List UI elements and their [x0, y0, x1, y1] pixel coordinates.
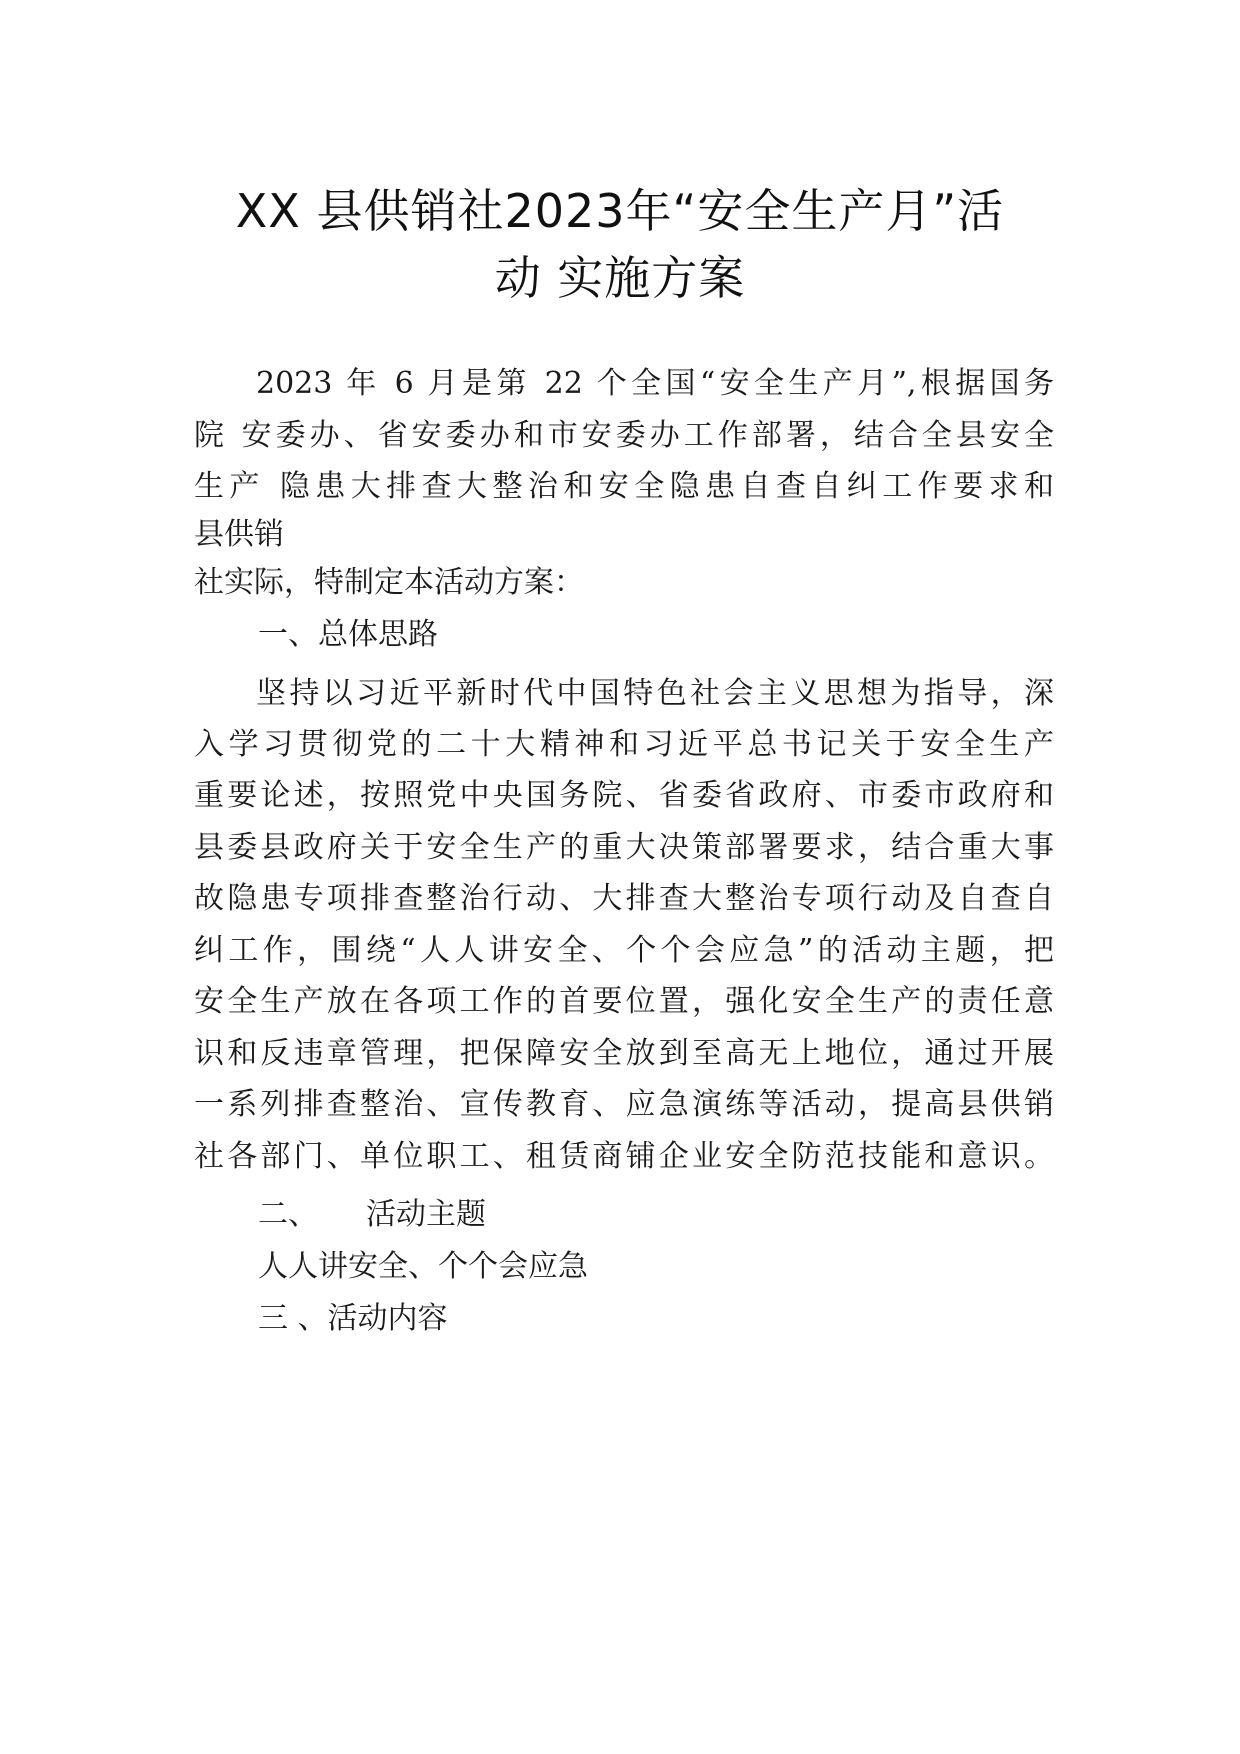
section-1-line-5: 故隐患专项排查整治行动、大排查大整治专项行动及自查自 [194, 881, 1054, 916]
document-title-line-1: XX 县供销社2023年“安全生产月”活 [235, 184, 1005, 238]
section-2-body: 人人讲安全、个个会应急 [258, 1249, 588, 1284]
section-1-line-1: 坚持以习近平新时代中国特色社会主义思想为指导，深 [256, 676, 1054, 711]
section-1-line-4: 县委县政府关于安全生产的重大决策部署要求，结合重大事 [194, 830, 1054, 865]
section-1-line-6: 纠工作，围绕“人人讲安全、个个会应急”的活动主题，把 [194, 933, 1054, 968]
section-1-line-8: 识和反违章管理，把保障安全放到至高无上地位，通过开展 [194, 1036, 1054, 1071]
section-1-line-3: 重要论述，按照党中央国务院、省委省政府、市委市政府和 [194, 778, 1054, 813]
section-1-line-10: 社各部门、单位职工、租赁商铺企业安全防范技能和意识。 [194, 1139, 1054, 1174]
section-1-heading: 一、总体思路 [258, 617, 438, 652]
intro-line-1: 2023 年 6 月是第 22 个全国“安全生产月”,根据国务 [256, 366, 1054, 401]
section-2-title: 活动主题 [366, 1197, 486, 1232]
intro-line-2: 院 安委办、省安委办和市安委办工作部署，结合全县安全 [194, 418, 1054, 453]
intro-line-5: 社实际，特制定本活动方案： [194, 565, 584, 600]
intro-line-4: 县供销 [194, 517, 284, 552]
section-2-heading [258, 1193, 1118, 1237]
section-2-number: 二、 [258, 1197, 318, 1232]
document-title-line-2: 动 实施方案 [494, 251, 746, 305]
intro-line-3: 生产 隐患大排查大整治和安全隐患自查自纠工作要求和 [194, 469, 1054, 504]
section-1-line-9: 一系列排查整治、宣传教育、应急演练等活动，提高县供销 [194, 1087, 1054, 1122]
section-3-heading: 三 、活动内容 [258, 1301, 448, 1336]
section-1-line-2: 入学习贯彻党的二十大精神和习近平总书记关于安全生产 [194, 727, 1054, 762]
section-1-line-7: 安全生产放在各项工作的首要位置，强化安全生产的责任意 [194, 984, 1054, 1019]
